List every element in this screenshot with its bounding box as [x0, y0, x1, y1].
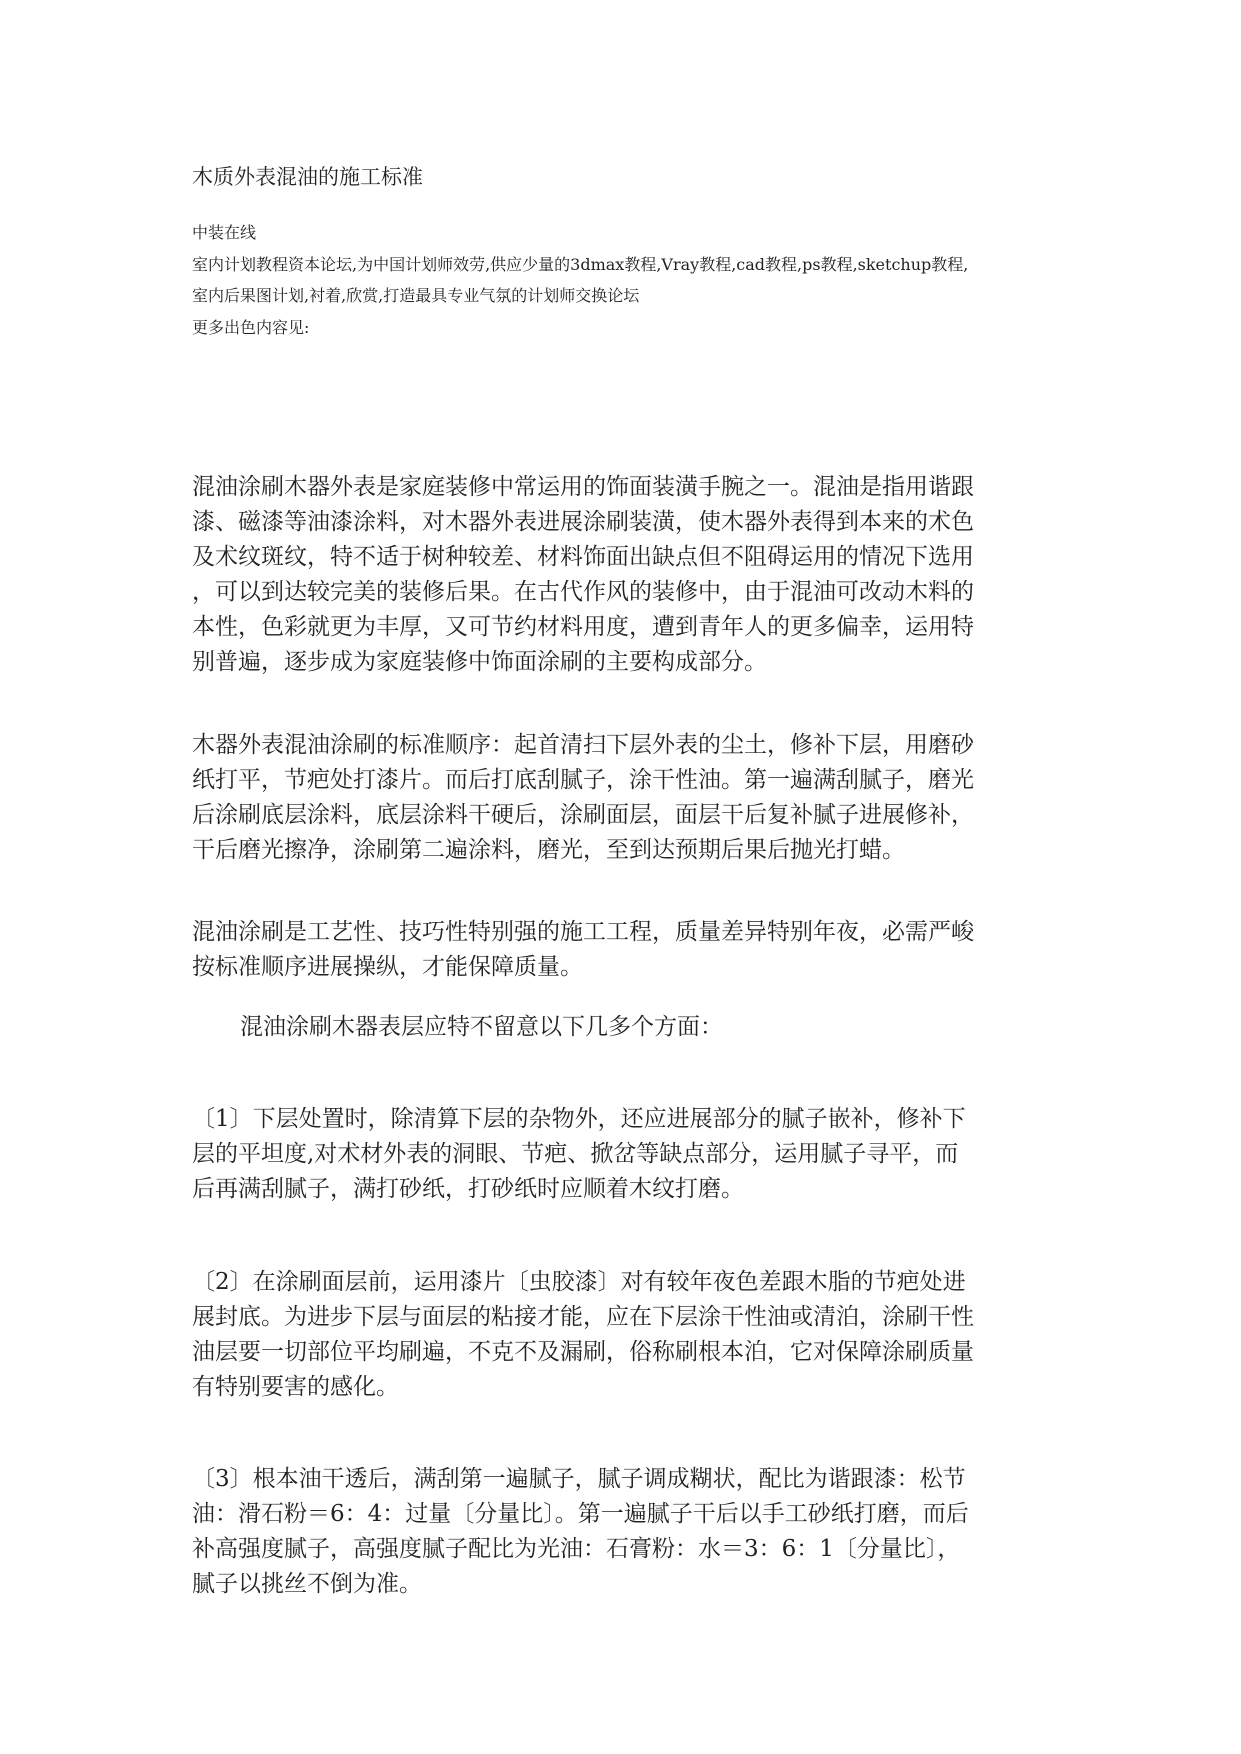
paragraph-line: 油：滑石粉＝6：4：过量〔分量比〕。第一遍腻子干后以手工砂纸打磨，而后	[192, 1501, 969, 1527]
paragraph-line: 干后磨光擦净，涂刷第二遍涂料，磨光，至到达预期后果后抛光打蜡。	[192, 837, 905, 863]
paragraph-line: 别普遍，逐步成为家庭装修中饰面涂刷的主要构成部分。	[192, 649, 767, 675]
more-content-line: 更多出色内容见:	[192, 318, 310, 337]
paragraph-line: 补高强度腻子，高强度腻子配比为光油：石膏粉：水＝3：6：1〔分量比〕，	[192, 1536, 961, 1562]
paragraph-line: 漆、磁漆等油漆涂料，对木器外表进展涂刷装潢，使木器外表得到本来的术色	[192, 509, 974, 535]
paragraph-line: 〔1〕下层处置时，除清算下层的杂物外，还应进展部分的腻子嵌补，修补下	[192, 1106, 966, 1132]
paragraph-line: 层的平坦度,对术材外表的洞眼、节疤、掀岔等缺点部分，运用腻子寻平，而	[192, 1141, 959, 1167]
paragraph-line: 木器外表混油涂刷的标准顺序：起首清扫下层外表的尘土，修补下层，用磨砂	[192, 732, 974, 758]
intro-line-2: 室内后果图计划,衬着,欣赏,打造最具专业气氛的计划师交换论坛	[192, 286, 640, 305]
source-line: 中装在线	[192, 223, 257, 242]
paragraph-line: 有特别要害的感化。	[192, 1374, 399, 1400]
paragraph-4: 混油涂刷木器表层应特不留意以下几多个方面：	[240, 1014, 723, 1040]
paragraph-line: 及术纹斑纹，特不适于树种较差、材料饰面出缺点但不阻碍运用的情况下选用	[192, 544, 974, 570]
paragraph-line: 油层要一切部位平均刷遍，不克不及漏刷，俗称刷根本泊，它对保障涂刷质量	[192, 1339, 974, 1365]
paragraph-line: 本性，色彩就更为丰厚，又可节约材料用度，遭到青年人的更多偏幸，运用特	[192, 614, 974, 640]
paragraph-line: 展封底。为进步下层与面层的粘接才能，应在下层涂干性油或清泊，涂刷干性	[192, 1304, 974, 1330]
intro-line-1: 室内计划教程资本论坛,为中国计划师效劳,供应少量的3dmax教程,Vray教程,cad教程,ps教程,sketchup教程,	[192, 255, 969, 274]
document-title: 木质外表混油的施工标准	[192, 165, 423, 189]
paragraph-3	[192, 915, 1052, 985]
paragraph-line: 后再满刮腻子，满打砂纸，打砂纸时应顺着木纹打磨。	[192, 1176, 744, 1202]
paragraph-5	[192, 1102, 1052, 1207]
paragraph-line: ，可以到达较完美的装修后果。在古代作风的装修中，由于混油可改动木料的	[192, 579, 974, 605]
paragraph-6	[192, 1265, 1052, 1405]
paragraph-line: 混油涂刷木器外表是家庭装修中常运用的饰面装潢手腕之一。混油是指用谐跟	[192, 474, 974, 500]
paragraph-line: 后涂刷底层涂料，底层涂料干硬后，涂刷面层，面层干后复补腻子进展修补，	[192, 802, 974, 828]
paragraph-7	[192, 1462, 1052, 1602]
paragraph-line: 〔3〕根本油干透后，满刮第一遍腻子，腻子调成糊状，配比为谐跟漆：松节	[192, 1466, 966, 1492]
paragraph-1	[192, 470, 1052, 680]
paragraph-line: 纸打平，节疤处打漆片。而后打底刮腻子，涂干性油。第一遍满刮腻子，磨光	[192, 767, 974, 793]
paragraph-line: 按标准顺序进展操纵，才能保障质量。	[192, 954, 583, 980]
paragraph-line: 〔2〕在涂刷面层前，运用漆片〔虫胶漆〕对有较年夜色差跟木脂的节疤处进	[192, 1269, 966, 1295]
paragraph-line: 腻子以挑丝不倒为准。	[192, 1571, 422, 1597]
paragraph-2	[192, 728, 1052, 868]
paragraph-line: 混油涂刷是工艺性、技巧性特别强的施工工程，质量差异特别年夜，必需严峻	[192, 919, 974, 945]
